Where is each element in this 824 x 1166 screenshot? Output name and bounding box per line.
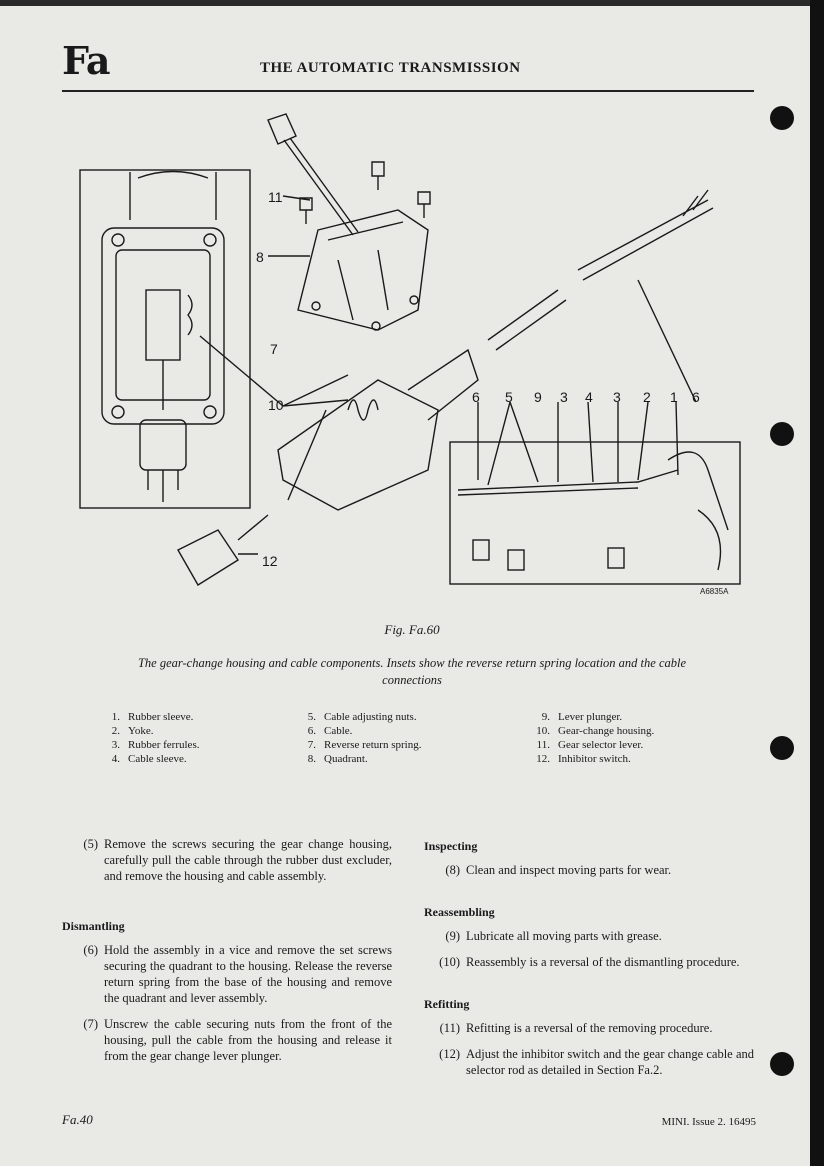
- figure-id-stamp: A6835A: [700, 587, 729, 596]
- header-rule: [62, 90, 754, 92]
- legend-item: 5. Cable adjusting nuts.: [307, 711, 417, 723]
- callout-3: 3: [560, 389, 568, 405]
- paragraph-8: (8) Clean and inspect moving parts for wear.: [445, 863, 672, 877]
- legend-item: 4. Cable sleeve.: [111, 753, 187, 765]
- figure-caption: The gear-change housing and cable components. Insets show the reverse return spring location and the cable connections: [137, 656, 687, 687]
- paragraph-5: (5) Remove the screws securing the gear change housing, carefully pull the cable through the rubber dust excluder, and remove the housing and cable assembly.: [83, 837, 392, 883]
- legend-item: 1. Rubber sleeve.: [111, 711, 194, 723]
- cable-part: [578, 200, 713, 280]
- gear-change-illustration: [78, 110, 754, 600]
- binder-hole: [770, 1052, 794, 1076]
- page-number: Fa.40: [62, 1112, 93, 1127]
- paragraph-7: (7) Unscrew the cable securing nuts from the front of the housing, pull the cable from the housing and release it from the gear change lever plunger.: [83, 1017, 392, 1063]
- callout-9: 9: [534, 389, 542, 405]
- heading-refitting: Refitting: [424, 997, 470, 1011]
- paragraph-6: (6) Hold the assembly in a vice and remove the set screws securing the quadrant to the housing. Release the reverse return spring from the base of the housing and remove the quadrant and lever assembly.: [83, 943, 392, 1005]
- legend-item: 8. Quadrant.: [307, 753, 368, 765]
- switch-in-inset: [140, 420, 186, 470]
- legend-column-3: [530, 710, 654, 766]
- binder-hole: [770, 422, 794, 446]
- figure-number: Fig. Fa.60: [384, 622, 440, 637]
- callout-3b: 3: [613, 389, 621, 405]
- callout-1: 1: [670, 389, 678, 405]
- scan-right-edge: [810, 0, 824, 1166]
- callout-2: 2: [643, 389, 651, 405]
- callout-8: 8: [256, 249, 264, 265]
- right-column: [424, 838, 754, 1088]
- callout-11: 11: [268, 189, 283, 205]
- paragraph-11: (11) Refitting is a reversal of the removing procedure.: [439, 1021, 713, 1035]
- gear-change-housing: [278, 380, 438, 510]
- legend-column-2: [296, 710, 421, 766]
- legend-item: 11. Gear selector lever.: [536, 739, 644, 751]
- callout-4: 4: [585, 389, 593, 405]
- legend-item: 9. Lever plunger.: [541, 711, 623, 723]
- issue-info: MINI. Issue 2. 16495: [661, 1116, 756, 1128]
- callout-10: 10: [268, 397, 284, 413]
- legend-item: 2. Yoke.: [111, 725, 154, 737]
- scan-top-edge: [0, 0, 824, 6]
- legend-item: 12. Inhibitor switch.: [536, 753, 631, 765]
- callout-6b: 6: [692, 389, 700, 405]
- paragraph-12: (12) Adjust the inhibitor switch and the gear change cable and selector rod as detailed in Section Fa.2.: [439, 1047, 754, 1077]
- legend-item: 6. Cable.: [307, 725, 353, 737]
- callout-12: 12: [262, 553, 278, 569]
- legend-item: 3. Rubber ferrules.: [111, 739, 200, 751]
- legend-item: 7. Reverse return spring.: [307, 739, 422, 751]
- heading-dismantling: Dismantling: [62, 919, 125, 933]
- plunger-part: [488, 290, 566, 350]
- inhibitor-switch-part: [178, 515, 268, 585]
- section-code: Fa: [62, 38, 110, 83]
- left-column: [62, 836, 392, 1074]
- callout-6: 6: [472, 389, 480, 405]
- page-title: THE AUTOMATIC TRANSMISSION: [260, 60, 521, 76]
- binder-hole: [770, 736, 794, 760]
- binder-hole: [770, 106, 794, 130]
- legend-column-1: [100, 710, 199, 766]
- legend-item: 10. Gear-change housing.: [536, 725, 655, 737]
- quadrant-part: [298, 210, 428, 330]
- callout-5: 5: [505, 389, 513, 405]
- paragraph-10: (10) Reassembly is a reversal of the dismantling procedure.: [439, 955, 740, 969]
- paragraph-9: (9) Lubricate all moving parts with grease.: [445, 929, 662, 943]
- heading-inspecting: Inspecting: [424, 839, 478, 853]
- heading-reassembling: Reassembling: [424, 905, 495, 919]
- callout-7: 7: [270, 341, 278, 357]
